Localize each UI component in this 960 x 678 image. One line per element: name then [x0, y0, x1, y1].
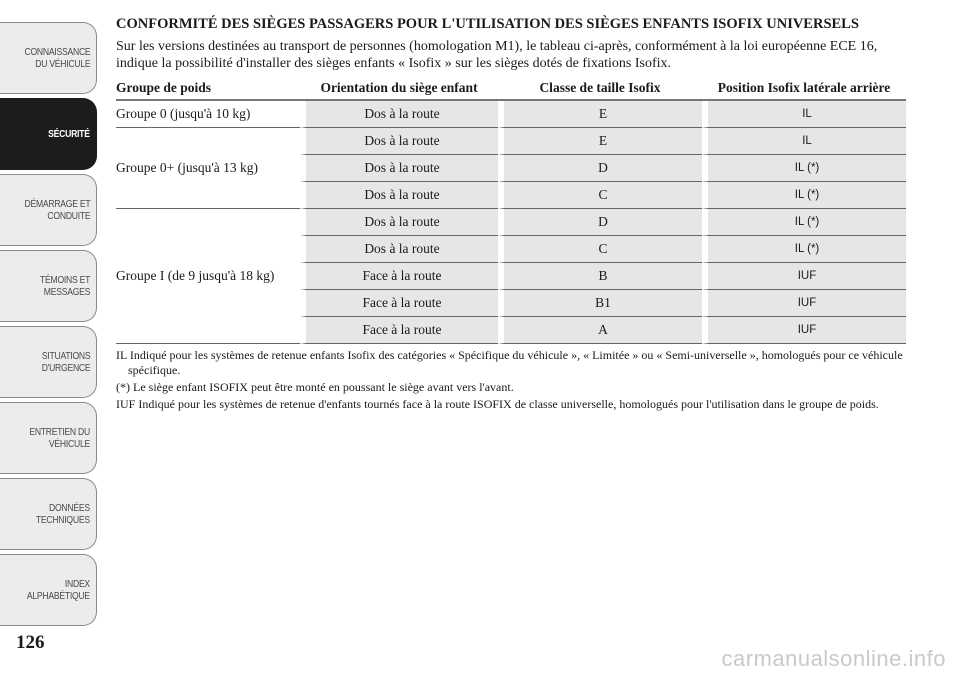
orientation-cell: Dos à la route [300, 236, 498, 263]
table-row [116, 101, 906, 128]
tab-label: SÉCURITÉ [48, 128, 90, 140]
position-cell: IL (*) [702, 236, 906, 263]
position-cell: IL (*) [702, 155, 906, 182]
section-title: CONFORMITÉ DES SIÈGES PASSAGERS POUR L'UTILISATION DES SIÈGES ENFANTS ISOFIX UNIVERSELS [116, 16, 859, 32]
size-class-cell: A [498, 317, 702, 344]
page-number: 126 [16, 632, 45, 653]
note-il: IL Indiqué pour les systèmes de retenue enfants Isofix des catégories « Spécifique du véhicule », « Limitée » ou « Semi-universelle », homologués pour ce véhicule spécifique. [116, 348, 903, 377]
position-cell: IUF [702, 317, 906, 344]
position-cell: IL (*) [702, 209, 906, 236]
orientation-cell: Face à la route [300, 290, 498, 317]
tab-securite[interactable] [0, 98, 97, 170]
tab-label: SITUATIONS D'URGENCE [41, 350, 90, 374]
note-iuf: IUF Indiqué pour les systèmes de retenue d'enfants tournés face à la route ISOFIX de classe universelle, homologués pour l'utilisation dans le groupe de poids. [116, 397, 879, 411]
position-cell: IL (*) [702, 182, 906, 209]
tab-entretien-du-vehicule[interactable] [0, 402, 97, 474]
size-class-cell: D [498, 209, 702, 236]
tab-temoins-et-messages[interactable] [0, 250, 97, 322]
tab-index-alphabetique[interactable] [0, 554, 97, 626]
isofix-table [116, 78, 906, 344]
orientation-cell: Dos à la route [300, 209, 498, 236]
group-label: Groupe 0+ (jusqu'à 13 kg) [116, 128, 300, 209]
group-label: Groupe I (de 9 jusqu'à 18 kg) [116, 209, 300, 344]
orientation-cell: Dos à la route [300, 182, 498, 209]
position-cell: IUF [702, 290, 906, 317]
header-position: Position Isofix latérale arrière [702, 78, 906, 101]
tab-label: TÉMOINS ET MESSAGES [39, 274, 90, 298]
orientation-cell: Dos à la route [300, 128, 498, 155]
note-asterisk: (*) Le siège enfant ISOFIX peut être monté en poussant le siège avant vers l'avant. [116, 380, 514, 394]
size-class-cell: E [498, 101, 702, 128]
size-class-cell: C [498, 236, 702, 263]
tab-label: CONNAISSANCE DU VÉHICULE [24, 46, 90, 70]
watermark: carmanualsonline.info [721, 646, 946, 671]
table-header-row [116, 78, 906, 101]
size-class-cell: C [498, 182, 702, 209]
orientation-cell: Dos à la route [300, 155, 498, 182]
position-cell: IUF [702, 263, 906, 290]
header-orientation: Orientation du siège enfant [300, 78, 498, 101]
table-row [116, 128, 906, 155]
tab-connaissance-du-vehicule[interactable] [0, 22, 97, 94]
page-content [116, 16, 906, 414]
tab-label: DÉMARRAGE ET CONDUITE [24, 198, 90, 222]
header-size-class: Classe de taille Isofix [498, 78, 702, 101]
tab-demarrage-et-conduite[interactable] [0, 174, 97, 246]
position-cell: IL [702, 101, 906, 128]
size-class-cell: B [498, 263, 702, 290]
tab-label: DONNÉES TECHNIQUES [36, 502, 90, 526]
size-class-cell: B1 [498, 290, 702, 317]
intro-paragraph: Sur les versions destinées au transport de personnes (homologation M1), le tableau ci-après, conformément à la loi européenne ECE 16, indique la possibilité d'installer des sièges enfants « Isofix » sur les sièges dotés de fixations Isofix. [116, 39, 878, 71]
tab-donnees-techniques[interactable] [0, 478, 97, 550]
tab-situations-durgence[interactable] [0, 326, 97, 398]
group-label: Groupe 0 (jusqu'à 10 kg) [116, 101, 300, 128]
tab-label: INDEX ALPHABÉTIQUE [26, 578, 90, 602]
position-cell: IL [702, 128, 906, 155]
header-group: Groupe de poids [116, 78, 300, 101]
table-notes [116, 348, 906, 412]
table-row [116, 209, 906, 236]
size-class-cell: D [498, 155, 702, 182]
size-class-cell: E [498, 128, 702, 155]
orientation-cell: Dos à la route [300, 101, 498, 128]
orientation-cell: Face à la route [300, 263, 498, 290]
tab-label: ENTRETIEN DU VÉHICULE [29, 426, 90, 450]
orientation-cell: Face à la route [300, 317, 498, 344]
